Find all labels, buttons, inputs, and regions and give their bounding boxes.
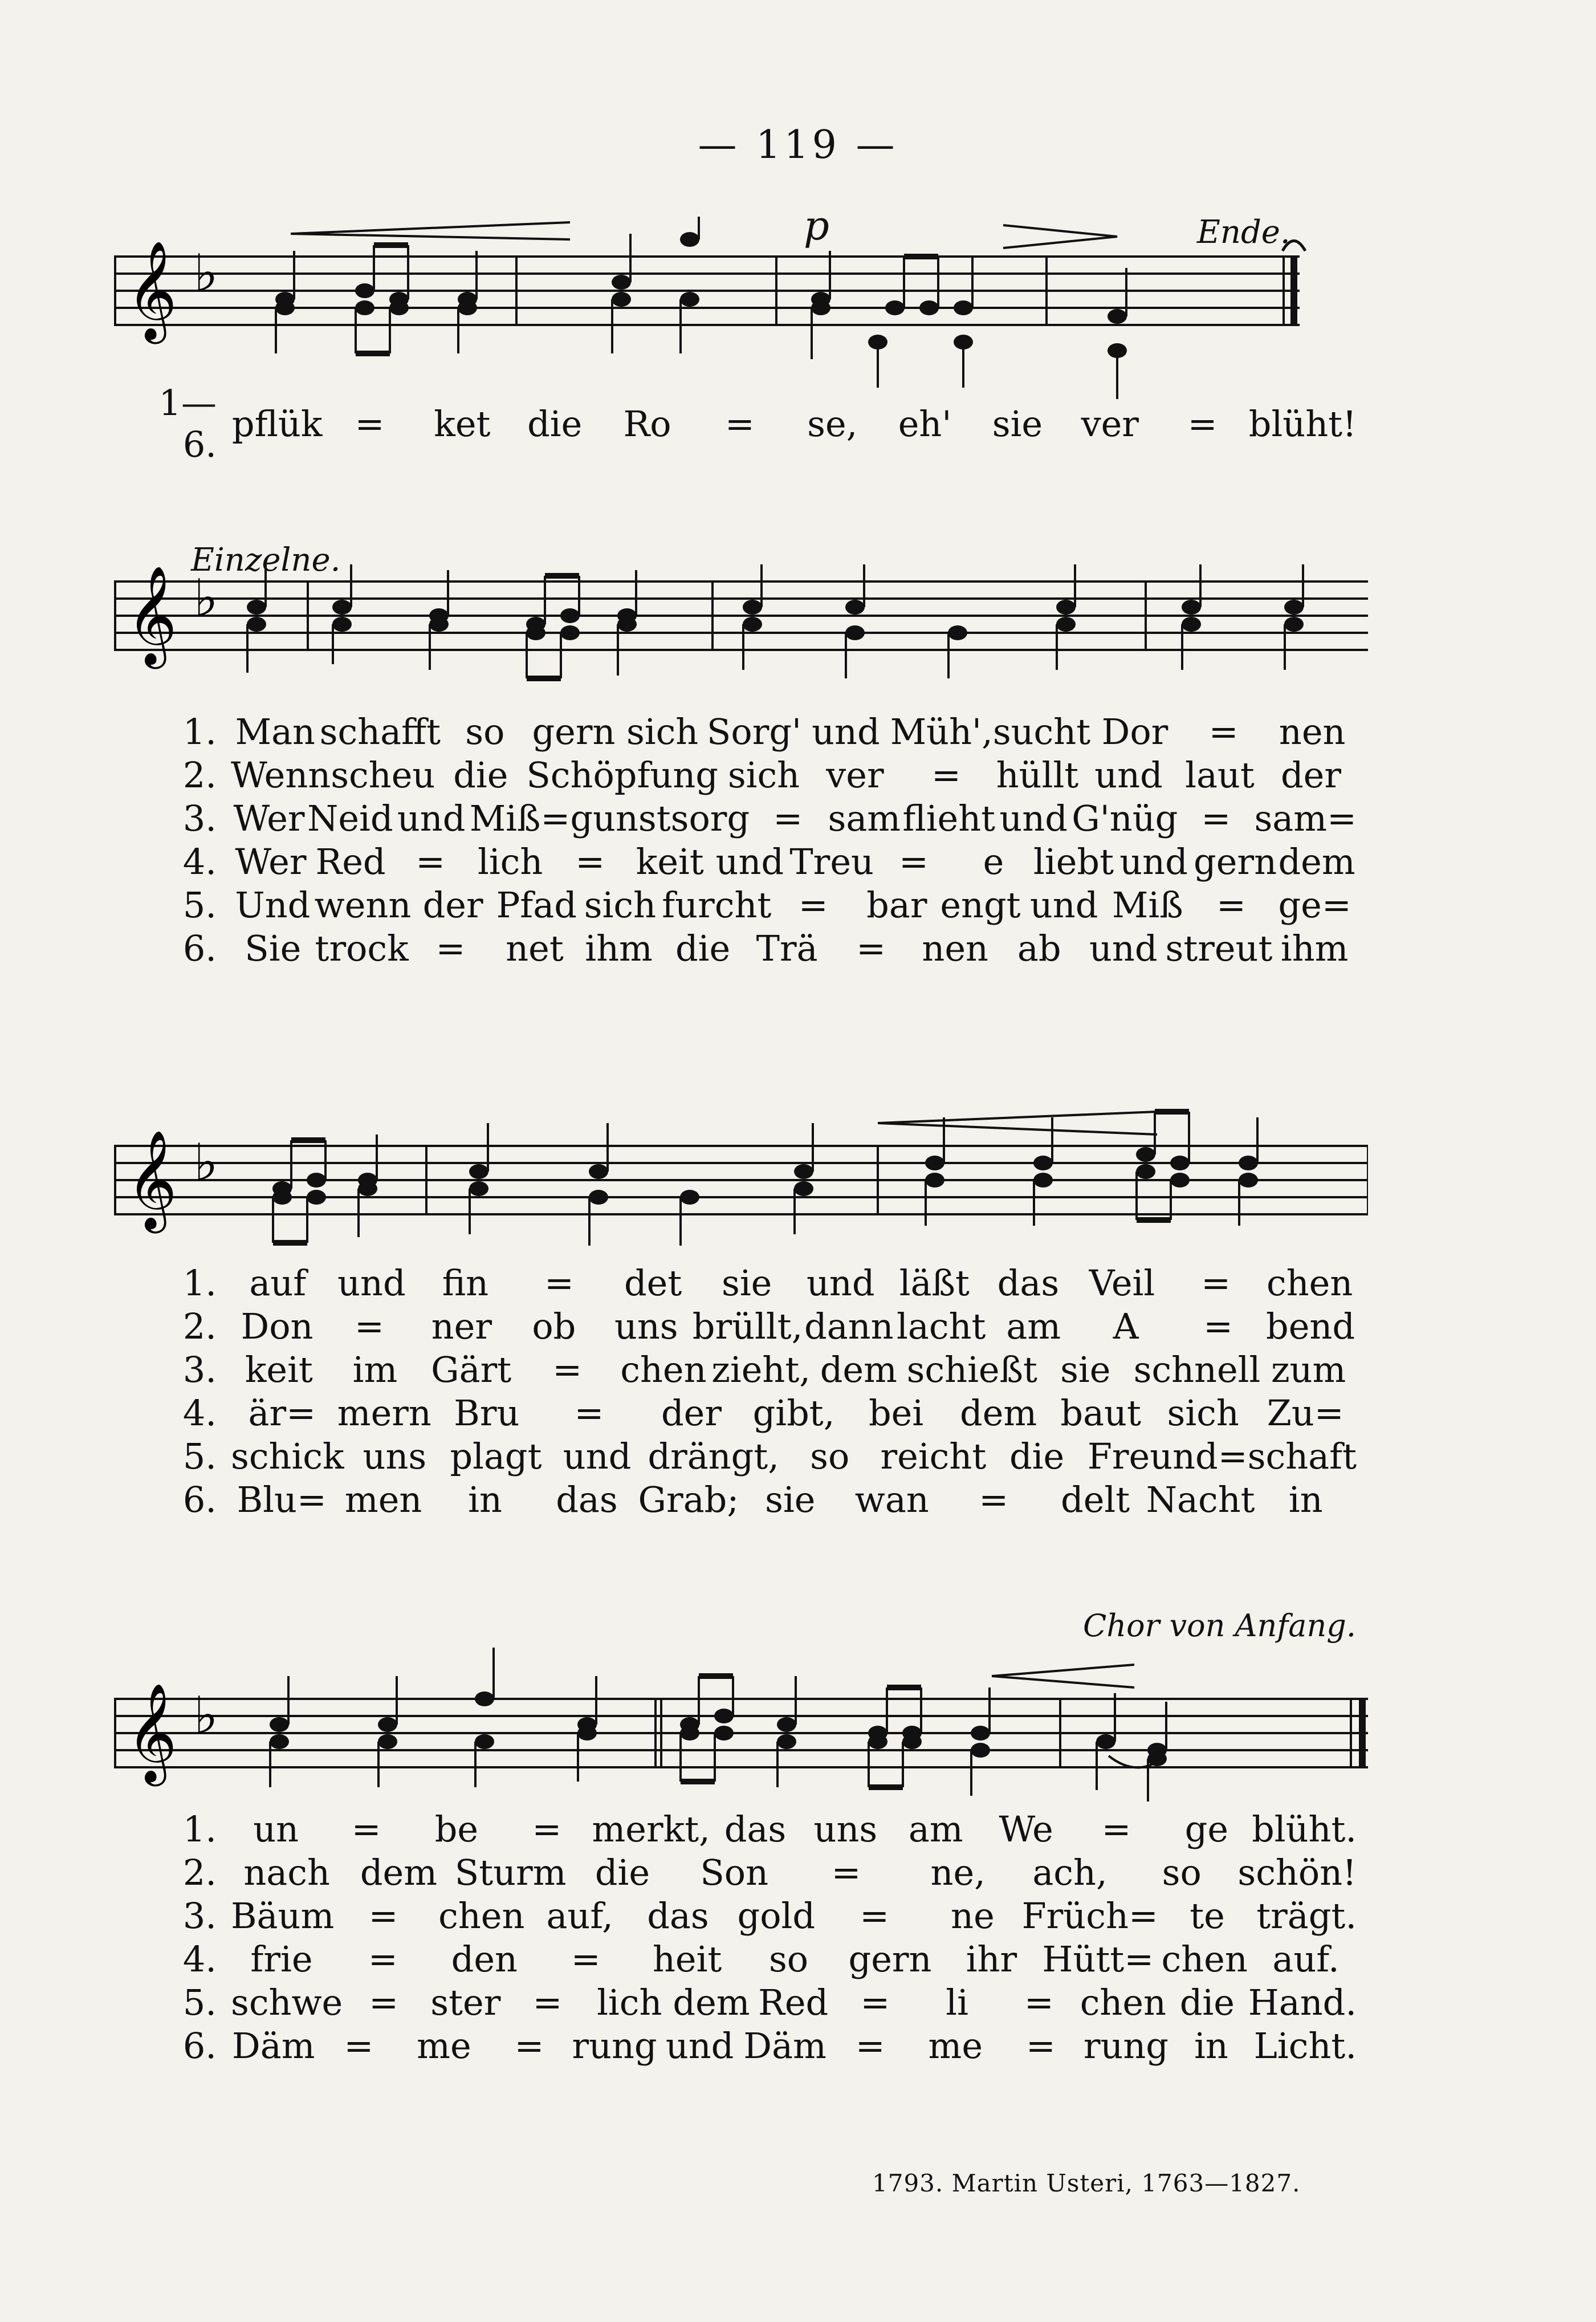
lyric-word: = (1203, 1305, 1233, 1347)
lyric-word: Bäum (231, 1894, 335, 1937)
lyric-word: Sorg' (706, 710, 802, 753)
lyric-word: = (351, 1808, 381, 1850)
lyric-word: = (435, 927, 466, 969)
lyric-word: uns (614, 1305, 678, 1347)
lyric-word: se, (807, 402, 858, 445)
lyric-line (131, 1894, 1357, 1937)
lyric-word: der (661, 1392, 722, 1434)
lyric-word: heit (652, 1938, 722, 1980)
lyric-word: = (1187, 402, 1218, 445)
lyric-word: trägt. (1256, 1894, 1357, 1937)
lyric-word: delt (1061, 1478, 1130, 1520)
lyric-word: schaft (1247, 1435, 1357, 1477)
lyric-word: = (831, 1851, 861, 1893)
lyric-word: lacht (897, 1305, 986, 1347)
lyric-word: Müh', (890, 710, 993, 753)
lyric-word: = (369, 1981, 399, 2023)
lyric-word: dann (804, 1305, 894, 1347)
lyric-line (131, 382, 1357, 465)
lyric-word: Hand. (1248, 1981, 1357, 2023)
lyric-word: sie (722, 1262, 772, 1304)
lyric-line (131, 1304, 1357, 1348)
lyric-word: lich (597, 1981, 662, 2023)
lyric-word: sucht (992, 710, 1091, 753)
lyric-word: Miß (1112, 884, 1183, 926)
lyric-line (131, 2024, 1357, 2067)
lyric-word: Don (241, 1305, 314, 1347)
lyric-word: Sie (245, 927, 302, 969)
lyric-word: ver (1081, 402, 1139, 445)
lyric-word: laut (1185, 754, 1255, 796)
lyric-word: plagt (450, 1435, 542, 1477)
lyric-word: G'nüg (1072, 797, 1178, 839)
treble-clef-icon: 𝄞 (127, 241, 177, 340)
lyric-word: ver (826, 754, 884, 796)
lyric-word: scheu (331, 754, 435, 796)
page-number: — 119 — (698, 123, 898, 168)
lyric-word: das (556, 1478, 618, 1520)
lyric-word: Red (315, 840, 386, 883)
lyric-word: gern (532, 710, 616, 753)
lyric-word: und (397, 797, 466, 839)
lyric-word: baut (1060, 1392, 1141, 1434)
lyric-word: Freund= (1087, 1435, 1248, 1477)
lyric-word: die (1179, 1981, 1235, 2023)
lyric-word: Dor (1101, 710, 1168, 753)
verse-number: 5. (182, 1981, 217, 2023)
lyric-word: Red (758, 1981, 829, 2023)
lyric-word: ob (532, 1305, 576, 1347)
lyric-word: = (571, 1938, 601, 1980)
lyric-word: Nacht (1146, 1478, 1255, 1520)
lyric-word: Wer (235, 840, 307, 883)
lyric-word: drängt, (648, 1435, 779, 1477)
lyric-word: = (368, 1894, 398, 1937)
verse-number: 4. (182, 1938, 217, 1980)
lyric-word: sich (727, 754, 800, 796)
lyrics-system-2 (131, 710, 1357, 970)
lyric-line (131, 753, 1357, 796)
verse-number: 2. (182, 1305, 217, 1347)
lyric-line (131, 1851, 1357, 1894)
lyric-word: chen (438, 1894, 525, 1937)
lyric-word: zieht, (711, 1348, 811, 1390)
lyric-word: te (1190, 1894, 1225, 1937)
lyric-word: = (860, 1981, 890, 2023)
staff-system-2 (114, 564, 1368, 713)
verse-number: 5. (182, 884, 217, 926)
verse-number: 5. (182, 1435, 217, 1477)
treble-clef-icon: 𝄞 (127, 566, 177, 665)
lyric-word: ab (1017, 927, 1061, 969)
lyric-word: Man (235, 710, 315, 753)
lyric-word: Wenn (231, 754, 331, 796)
verse-number: 1. (182, 1808, 217, 1850)
lyric-word: die (675, 927, 731, 969)
lyric-word: gern (848, 1938, 932, 1980)
lyric-word: sich (584, 884, 657, 926)
lyric-word: furcht (662, 884, 772, 926)
lyric-word: ner (431, 1305, 492, 1347)
lyric-word: Licht. (1253, 2024, 1357, 2067)
lyric-word: und (1029, 884, 1098, 926)
lyric-word: in (1194, 2024, 1228, 2067)
lyric-word: Grab; (638, 1478, 739, 1520)
lyric-word: dem (960, 1392, 1037, 1434)
lyric-word: sich (1167, 1392, 1239, 1434)
lyric-word: A (1113, 1305, 1139, 1347)
flat-icon: ♭ (194, 568, 218, 628)
lyric-line (131, 883, 1357, 926)
lyric-word: uns (363, 1435, 427, 1477)
lyric-word: ihm (1280, 927, 1349, 969)
lyric-word: = (514, 2024, 544, 2067)
lyric-line (131, 1434, 1357, 1478)
lyric-word: = (798, 884, 828, 926)
lyric-word: = (574, 1392, 604, 1434)
lyric-word: = (544, 1262, 574, 1304)
verse-number: 2. (182, 754, 217, 796)
dynamic-piano: p (804, 202, 829, 249)
lyric-word: so (810, 1435, 850, 1477)
lyric-word: = (575, 840, 605, 883)
verse-number: 3. (182, 1348, 217, 1390)
lyric-word: We (999, 1808, 1053, 1850)
lyric-word: Wer (233, 797, 305, 839)
lyric-word: das (724, 1808, 787, 1850)
lyric-word: schafft (319, 710, 441, 753)
verse-number: 6. (182, 927, 217, 969)
lyric-word: = (724, 402, 755, 445)
direction-einzelne: Einzelne. (191, 542, 341, 579)
lyric-word: ihm (585, 927, 653, 969)
lyric-word: nen (922, 927, 988, 969)
verse-number: 6. (182, 1478, 217, 1520)
lyric-word: eh' (898, 402, 952, 445)
lyric-word: ket (434, 402, 491, 445)
verse-number: 6. (182, 2024, 217, 2067)
lyric-word: ne (951, 1894, 995, 1937)
lyric-word: = (355, 402, 385, 445)
lyric-word: = (773, 797, 803, 839)
lyric-word: net (506, 927, 564, 969)
lyric-word: me (928, 2024, 983, 2067)
lyric-word: hüllt (996, 754, 1079, 796)
lyric-word: im (352, 1348, 398, 1390)
verse-number: 1. (182, 710, 217, 753)
verse-number: 4. (182, 840, 217, 883)
lyric-word: = (416, 840, 446, 883)
lyric-word: = (532, 1808, 562, 1850)
lyric-word: und (337, 1262, 406, 1304)
lyric-word: me (417, 2024, 471, 2067)
lyric-word: ge (1184, 1808, 1229, 1850)
lyric-word: = (1025, 2024, 1056, 2067)
lyric-word: = (931, 754, 961, 796)
lyric-word: sam (828, 797, 901, 839)
lyric-word: pflük (231, 402, 323, 445)
lyric-word: und (1094, 754, 1163, 796)
lyric-word: brüllt, (692, 1305, 803, 1347)
lyric-word: in (1288, 1478, 1323, 1520)
lyric-word: und (715, 840, 784, 883)
lyric-word: dem (360, 1851, 437, 1893)
lyrics-system-4 (131, 1807, 1357, 2067)
lyric-word: = (1201, 1262, 1231, 1304)
staff-system-3 (114, 1089, 1368, 1260)
lyric-line (131, 1937, 1357, 1981)
lyric-word: be (434, 1808, 479, 1850)
lyric-word: sorg (670, 797, 750, 839)
lyric-word: = (1216, 884, 1246, 926)
lyric-word: und (1089, 927, 1158, 969)
lyric-word: rung (1083, 2024, 1168, 2067)
lyric-word: Pfad (496, 884, 577, 926)
lyric-word: = (368, 1938, 398, 1980)
verse-number: 1. (182, 1262, 217, 1304)
lyric-word: = (354, 1305, 384, 1347)
lyric-word: das (997, 1262, 1060, 1304)
lyric-word: auf, (546, 1894, 613, 1937)
direction-chor-von-anfang: Chor von Anfang. (1083, 1608, 1357, 1644)
lyric-word: merkt, (592, 1808, 710, 1850)
lyric-word: Und (235, 884, 311, 926)
lyric-line (131, 1981, 1357, 2024)
lyric-word: Bru (454, 1392, 520, 1434)
lyric-word: bend (1266, 1305, 1355, 1347)
lyric-word: flieht (902, 797, 996, 839)
lyric-word: Schöpfung (526, 754, 718, 796)
lyric-word: frie (250, 1938, 313, 1980)
lyric-word: blüht! (1248, 402, 1357, 445)
lyric-word: e (983, 840, 1004, 883)
lyric-word: am (908, 1808, 963, 1850)
lyric-word: chen (1161, 1938, 1248, 1980)
lyric-word: streut (1165, 927, 1273, 969)
lyric-word: das (647, 1894, 709, 1937)
lyric-word: auf (249, 1262, 307, 1304)
lyric-word: Gärt (431, 1348, 512, 1390)
lyric-word: so (768, 1938, 809, 1980)
lyric-word: = (899, 840, 929, 883)
lyric-word: Blu= (237, 1478, 327, 1520)
lyric-word: sam= (1254, 797, 1357, 839)
lyric-word: = (552, 1348, 583, 1390)
verse-number: 3. (182, 797, 217, 839)
lyric-line (131, 796, 1357, 840)
verse-number: 3. (182, 1894, 217, 1937)
lyric-word: li (946, 1981, 968, 2023)
flat-icon: ♭ (194, 1133, 218, 1193)
lyric-word: schwe (231, 1981, 343, 2023)
lyric-word: Treu (789, 840, 874, 883)
lyric-word: und (806, 1262, 875, 1304)
lyric-word: den (451, 1938, 518, 1980)
lyric-word: Neid (307, 797, 393, 839)
lyric-line (131, 1807, 1357, 1851)
staff-system-1 (114, 217, 1368, 399)
lyric-word: = (856, 927, 886, 969)
lyric-word: keit (636, 840, 704, 883)
lyric-word: lich (478, 840, 543, 883)
lyric-word: ge= (1278, 884, 1351, 926)
lyric-word: Däm (232, 2024, 315, 2067)
lyric-word: und (999, 797, 1068, 839)
lyric-word: chen (1267, 1262, 1353, 1304)
lyric-word: zum (1271, 1348, 1346, 1390)
lyrics-system-1 (131, 382, 1357, 465)
lyric-line (131, 710, 1357, 753)
lyric-word: är= (248, 1392, 316, 1434)
treble-clef-icon: 𝄞 (127, 1683, 177, 1782)
lyric-line (131, 1348, 1357, 1391)
lyric-word: und (812, 710, 880, 753)
lyric-word: die (1009, 1435, 1065, 1477)
lyric-word: schön! (1237, 1851, 1357, 1893)
lyric-word: die (595, 1851, 650, 1893)
lyric-word: Hütt= (1042, 1938, 1154, 1980)
lyric-word: uns (813, 1808, 878, 1850)
lyric-word: gibt, (752, 1392, 835, 1434)
lyrics-system-3 (131, 1261, 1357, 1521)
lyric-word: in (468, 1478, 502, 1520)
lyric-word: am (1006, 1305, 1061, 1347)
lyric-word: un (253, 1808, 299, 1850)
lyric-word: = (344, 2024, 374, 2067)
lyric-word: sich (626, 710, 699, 753)
lyric-word: gern (1194, 840, 1277, 883)
lyric-word: Trä (756, 927, 818, 969)
lyric-word: wenn (314, 884, 412, 926)
lyric-word: und (563, 1435, 632, 1477)
lyric-line (131, 926, 1357, 970)
lyric-word: = (1208, 710, 1239, 753)
lyric-word: nach (243, 1851, 330, 1893)
lyric-word: die (527, 402, 583, 445)
lyric-line (131, 1261, 1357, 1304)
lyric-word: = (979, 1478, 1009, 1520)
lyric-word: und (1119, 840, 1188, 883)
verse-number: 2. (182, 1851, 217, 1893)
flat-icon: ♭ (194, 1686, 218, 1746)
lyric-word: auf. (1272, 1938, 1339, 1980)
lyric-word: Sturm (454, 1851, 567, 1893)
direction-ende: Ende. (1197, 214, 1290, 251)
lyric-word: Miß=gunst (469, 797, 671, 839)
lyric-word: Veil (1089, 1262, 1155, 1304)
lyric-word: dem (820, 1348, 897, 1390)
lyric-word: nen (1279, 710, 1346, 753)
lyric-word: Son (700, 1851, 769, 1893)
lyric-word: der (422, 884, 483, 926)
lyric-word: = (1101, 1808, 1131, 1850)
lyric-word: dem (673, 1981, 750, 2023)
lyric-word: reicht (880, 1435, 987, 1477)
lyric-word: sie (992, 402, 1043, 445)
flat-icon: ♭ (194, 243, 218, 303)
lyric-word: = (860, 1894, 890, 1937)
lyric-word: liebt (1033, 840, 1114, 883)
lyric-word: = (532, 1981, 563, 2023)
lyric-word: ihr (966, 1938, 1017, 1980)
lyric-word: Zu= (1267, 1392, 1344, 1434)
lyric-word: bei (868, 1392, 924, 1434)
lyric-word: ster (430, 1981, 501, 2023)
lyric-word: mern (337, 1392, 431, 1434)
lyric-word: men (344, 1478, 422, 1520)
treble-clef-icon: 𝄞 (127, 1130, 177, 1229)
lyric-word: sie (1060, 1348, 1111, 1390)
lyric-word: gold (737, 1894, 816, 1937)
lyric-word: der (1280, 754, 1341, 796)
lyric-word: trock (315, 927, 409, 969)
lyric-word: Däm (743, 2024, 826, 2067)
lyric-word: so (1162, 1851, 1202, 1893)
lyric-word: ach, (1032, 1851, 1108, 1893)
lyric-word: so (465, 710, 505, 753)
lyric-word: ne, (930, 1851, 986, 1893)
lyric-word: schießt (906, 1348, 1037, 1390)
lyric-word: keit (245, 1348, 313, 1390)
lyric-word: schnell (1133, 1348, 1261, 1390)
lyric-word: chen (1080, 1981, 1166, 2023)
lyric-word: = (1201, 797, 1231, 839)
lyric-word: chen (620, 1348, 707, 1390)
lyric-word: rung (572, 2024, 657, 2067)
footer-attribution: 1793. Martin Usteri, 1763—1827. (872, 2169, 1301, 2197)
lyric-word: det (624, 1262, 682, 1304)
lyric-word: läßt (899, 1262, 970, 1304)
lyric-word: dem (1278, 840, 1355, 883)
lyric-word: die (453, 754, 508, 796)
lyric-word: und (665, 2024, 734, 2067)
lyric-word: = (1024, 1981, 1054, 2023)
staff-system-4 (114, 1642, 1368, 1802)
verse-number: 1—6. (158, 382, 217, 465)
lyric-line (131, 1478, 1357, 1521)
lyric-word: fin (442, 1262, 489, 1304)
lyric-word: Ro (623, 402, 671, 445)
lyric-word: blüht. (1252, 1808, 1357, 1850)
lyric-line (131, 840, 1357, 883)
lyric-word: wan (854, 1478, 929, 1520)
lyric-line (131, 1391, 1357, 1434)
lyric-word: schick (231, 1435, 344, 1477)
lyric-word: engt (940, 884, 1021, 926)
lyric-word: = (855, 2024, 885, 2067)
lyric-word: Früch= (1021, 1894, 1158, 1937)
verse-number: 4. (182, 1392, 217, 1434)
lyric-word: sie (765, 1478, 816, 1520)
lyric-word: bar (866, 884, 927, 926)
